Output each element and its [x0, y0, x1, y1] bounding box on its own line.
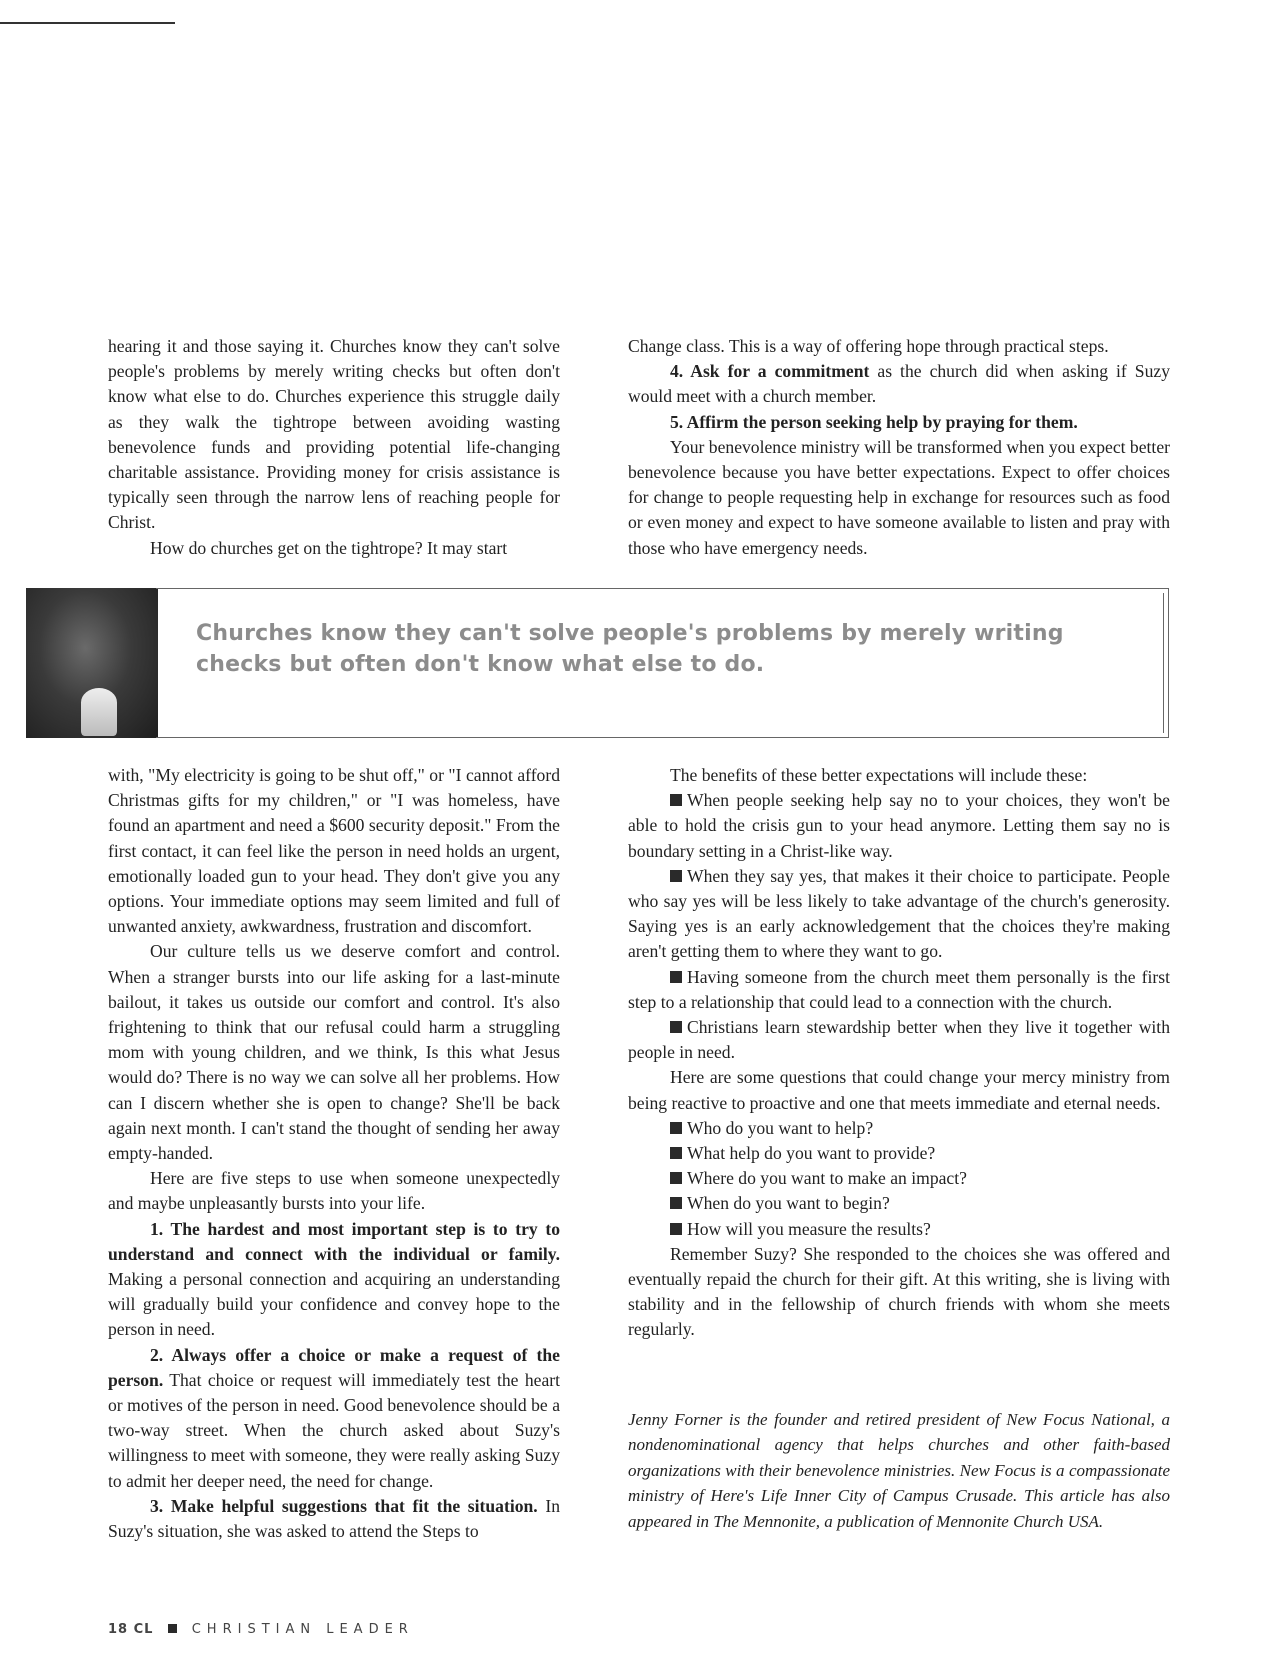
step-2-heading: 2. Always offer a choice or make a request of the person. [108, 1344, 560, 1390]
paragraph: Here are five steps to use when someone unexpectedly and maybe unpleasantly bursts into your life. [108, 1168, 560, 1214]
paragraph: with, "My electricity is going to be shut off," or "I cannot afford Christmas gifts for my children," or "I was homeless, have found an apartment and need a $600 security deposit." From the first contact, it can feel like the person in need holds an urgent, emotionally loaded gun to your head. They don't give you any options. Your immediate options may seem limited and full of unwanted anxiety, awkwardness, frustration and discomfort. [108, 765, 560, 937]
paragraph: Remember Suzy? She responded to the choices she was offered and eventually repaid the church for their gift. At this writing, she is living with stability and in the fellowship of church friends with whom she meets regularly. [628, 1243, 1170, 1340]
question-item: When do you want to begin? [628, 1191, 1170, 1216]
paragraph: hearing it and those saying it. Churches know they can't solve people's problems by merely writing checks but often don't know what else to do. Churches experience this struggle daily as they walk the tightrope between avoiding wasting benevolence funds and providing potential life-changing charitable assistance. Providing money for crisis assistance is typically seen through the narrow lens of reaching people for Christ. [108, 336, 560, 533]
lower-left-column [108, 763, 560, 1544]
cup-shape [81, 688, 117, 736]
pull-quote-block [26, 588, 1176, 738]
square-bullet-icon [670, 1021, 682, 1033]
question-item: Where do you want to make an impact? [628, 1166, 1170, 1191]
step-3-heading: 3. Make helpful suggestions that fit the situation. [150, 1495, 538, 1516]
bullet-item: When people seeking help say no to your choices, they won't be able to hold the crisis gun to your head anymore. Letting them say no is boundary setting in a Christ-like way. [628, 790, 1170, 861]
step-4-text: as the church did when asking if Suzy would meet with a church member. [628, 361, 1170, 407]
step-3 [108, 1494, 560, 1544]
step-4 [628, 359, 1170, 409]
top-rule [0, 22, 175, 24]
page-number: 18 CL [108, 1622, 154, 1637]
frame-bar [1163, 593, 1164, 733]
square-bullet-icon [670, 1223, 682, 1235]
paragraph: The benefits of these better expectations will include these: [670, 765, 1088, 785]
square-bullet-icon [670, 870, 682, 882]
step-4-heading: 4. Ask for a commitment [670, 361, 870, 382]
step-5 [628, 410, 1170, 435]
step-1 [108, 1217, 560, 1343]
pull-quote-text: Churches know they can't solve people's problems by merely writing checks but often don't know what else to do. [196, 621, 1064, 677]
author-photo [26, 588, 158, 738]
author-bio: Jenny Forner is the founder and retired president of New Focus National, a nondenominational agency that helps churches and other faith-based organizations with their benevolence ministries. New Focus is a compassionate ministry of Here's Life Inner City of Campus Crusade. This article has also appeared in The Mennonite, a publication of Mennonite Church USA. [628, 1409, 1170, 1531]
paragraph: How do churches get on the tightrope? It may start [150, 537, 508, 558]
square-bullet-icon [670, 1147, 682, 1159]
question-item: How will you measure the results? [628, 1217, 1170, 1242]
square-bullet-icon [670, 1122, 682, 1134]
page-footer [108, 1622, 414, 1637]
square-bullet-icon [670, 1172, 682, 1184]
square-bullet-icon [670, 971, 682, 983]
paragraph: Here are some questions that could change your mercy ministry from being reactive to proactive and one that meets immediate and eternal needs. [628, 1067, 1170, 1113]
step-3-text: In Suzy's situation, she was asked to attend the Steps to [108, 1495, 560, 1542]
step-5-heading: 5. Affirm the person seeking help by praying for them. [670, 411, 1078, 432]
lower-right-column [628, 763, 1170, 1534]
upper-right-column [628, 334, 1170, 561]
step-2-text: That choice or request will immediately test the heart or motives of the person in need. Good benevolence should be a two-way street. When the church asked about Suzy's willingness to meet with someone, they were really asking Suzy to admit her deeper need, the need for change. [108, 1369, 560, 1491]
square-bullet-icon [670, 794, 682, 806]
paragraph: Our culture tells us we deserve comfort and control. When a stranger bursts into our life asking for a last-minute bailout, it takes us outside our comfort and control. It's also frightening to think that our refusal could harm a struggling mom with young children, and we think, Is this what Jesus would do? There is no way we can solve all her problems. How can I discern whether she is open to change? She'll be back again next month. I can't stand the thought of sending her away empty-handed. [108, 941, 560, 1164]
publication-name: CHRISTIAN LEADER [191, 1622, 414, 1637]
step-1-text: Making a personal connection and acquiring an understanding will gradually build your confidence and convey hope to the person in need. [108, 1269, 560, 1340]
square-bullet-icon [670, 1197, 682, 1209]
paragraph: Change class. This is a way of offering hope through practical steps. [628, 336, 1109, 356]
step-1-heading: 1. The hardest and most important step is to try to understand and connect with the individual or family. [108, 1218, 560, 1264]
paragraph: Your benevolence ministry will be transformed when you expect better benevolence because you have better expectations. Expect to offer choices for change to people requesting help in exchange for resources such as food or even money and expect to have someone available to listen and pray with those who have emergency needs. [628, 436, 1170, 558]
question-item: Who do you want to help? [628, 1116, 1170, 1141]
square-bullet-icon [168, 1624, 177, 1633]
step-2 [108, 1343, 560, 1494]
bullet-item: When they say yes, that makes it their choice to participate. People who say yes will be less likely to take advantage of the church's generosity. Saying yes is an early acknowledgement that the choices they're making aren't getting them to where they want to go. [628, 865, 1170, 962]
upper-left-column [108, 334, 560, 561]
bullet-item: Christians learn stewardship better when they live it together with people in need. [628, 1017, 1170, 1063]
bullet-item: Having someone from the church meet them personally is the first step to a relationship that could lead to a connection with the church. [628, 966, 1170, 1012]
question-item: What help do you want to provide? [628, 1141, 1170, 1166]
